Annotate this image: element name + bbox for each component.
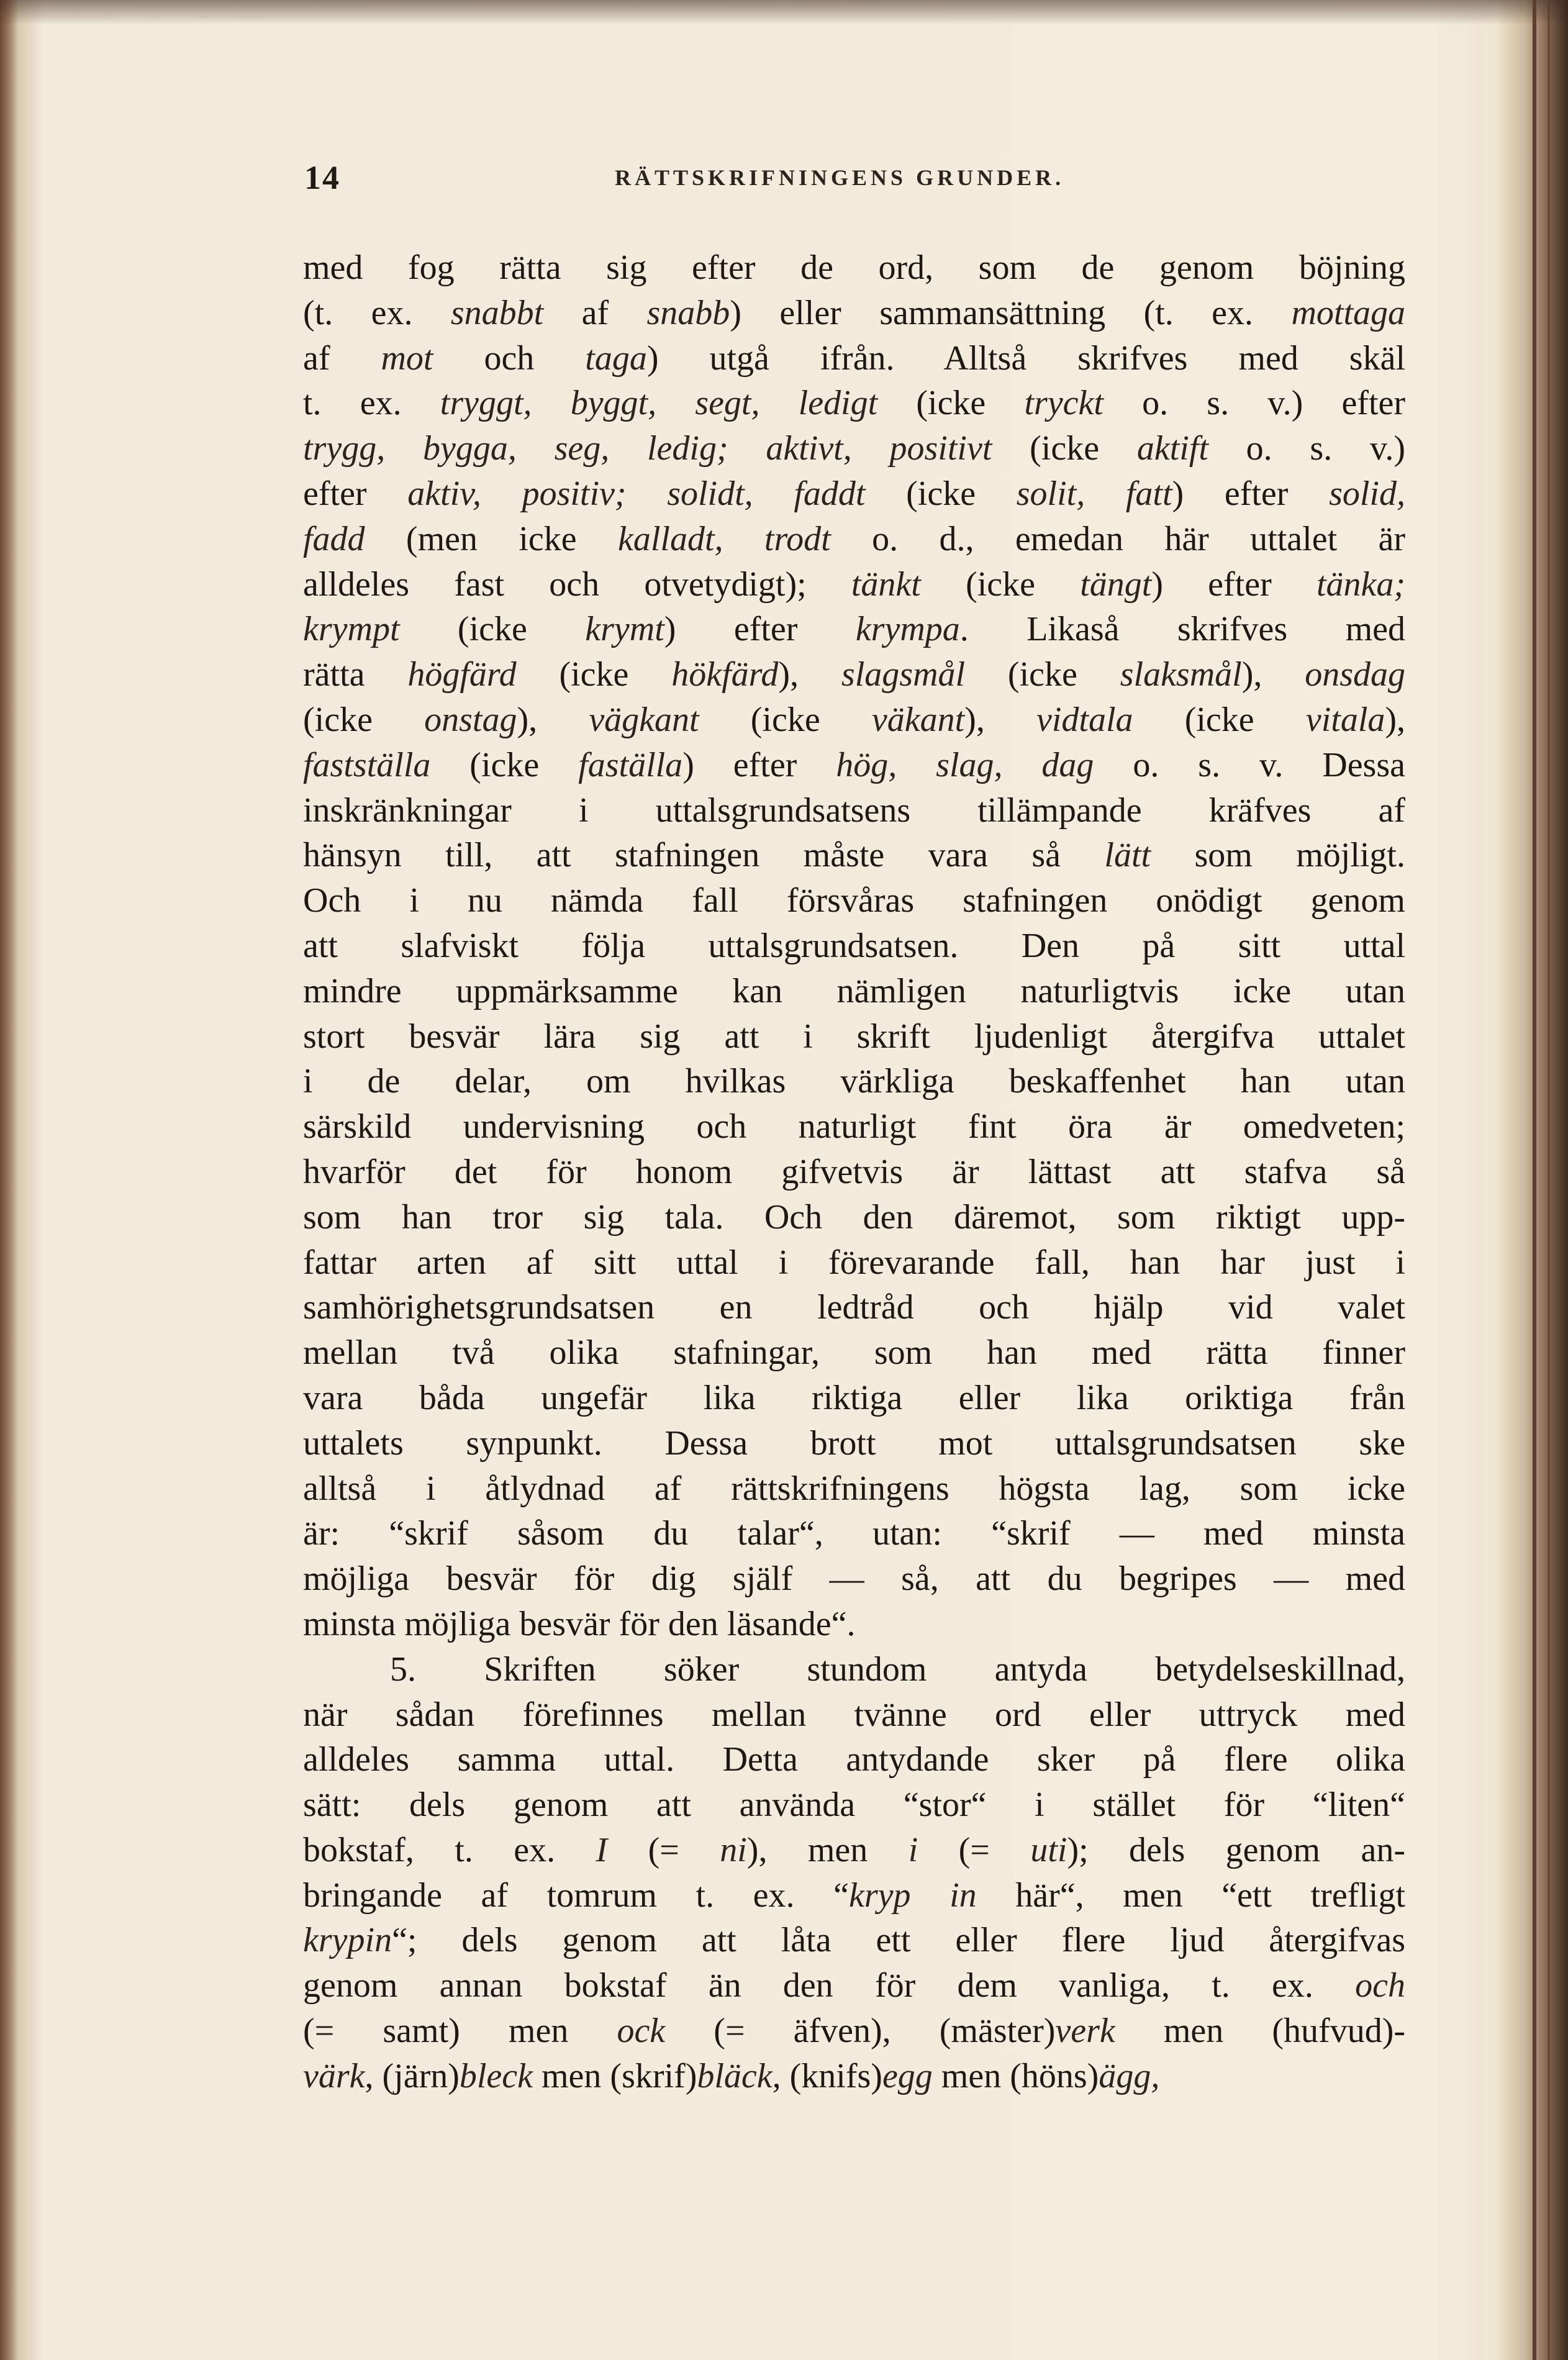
text-line bbox=[303, 1104, 1405, 1150]
text-run: ) efter bbox=[664, 610, 856, 649]
italic-word: ni bbox=[720, 1830, 747, 1869]
italic-word: onstag bbox=[424, 700, 517, 739]
text-line bbox=[303, 1602, 1405, 1647]
text-line bbox=[303, 426, 1405, 471]
text-run: här“, men “ett trefligt bbox=[976, 1876, 1405, 1915]
italic-word: slagsmål bbox=[841, 655, 966, 694]
italic-word: aktiv, positiv; solidt, faddt bbox=[407, 474, 866, 513]
text-line bbox=[303, 2008, 1405, 2054]
text-run: ) efter bbox=[682, 745, 836, 784]
text-run: rätta bbox=[303, 655, 408, 694]
text-run: hänsyn till, att stafningen måste vara så bbox=[303, 836, 1105, 875]
italic-word: vägkant bbox=[589, 700, 699, 739]
text-line bbox=[303, 471, 1405, 517]
text-run: mellan två olika stafningar, som han med rätta finner bbox=[303, 1333, 1405, 1373]
text-line bbox=[303, 743, 1405, 788]
text-run: mindre uppmärksamme kan nämligen naturligtvis icke utan bbox=[303, 971, 1405, 1010]
text-run: som han tror sig tala. Och den däremot, som riktigt upp- bbox=[303, 1197, 1405, 1237]
italic-word: slaksmål bbox=[1120, 655, 1242, 694]
italic-word: högfärd bbox=[407, 655, 517, 694]
text-run: när sådan förefinnes mellan tvänne ord eller uttryck med bbox=[303, 1695, 1405, 1734]
text-run: men (skrif) bbox=[533, 2056, 697, 2095]
italic-word: lätt bbox=[1104, 836, 1151, 875]
italic-word: aktift bbox=[1136, 429, 1208, 468]
italic-word: egg bbox=[882, 2056, 933, 2095]
italic-word: onsdag bbox=[1305, 655, 1405, 694]
text-run: efter bbox=[303, 474, 408, 513]
text-line bbox=[303, 788, 1405, 833]
italic-word: ock bbox=[617, 2012, 666, 2051]
text-line bbox=[303, 969, 1405, 1014]
text-run: (icke bbox=[399, 610, 586, 649]
text-run: uttalets synpunkt. Dessa brott mot uttalsgrundsatsen ske bbox=[303, 1423, 1405, 1463]
italic-word: mot bbox=[381, 338, 433, 378]
text-run: (t. ex. bbox=[303, 293, 451, 332]
text-line bbox=[303, 1737, 1405, 1782]
text-run: ) utgå ifrån. Alltså skrifves med skäl bbox=[646, 338, 1405, 378]
text-run: stort besvär lära sig att i skrift ljudenligt återgifva uttalet bbox=[303, 1017, 1405, 1056]
italic-word: trygg, bygga, seg, ledig; aktivt, positivt bbox=[303, 429, 992, 468]
italic-word: vidtala bbox=[1036, 700, 1133, 739]
text-line bbox=[303, 697, 1405, 743]
italic-word: snabb bbox=[646, 293, 730, 332]
text-run: , (knifs) bbox=[772, 2056, 882, 2095]
text-run: alltså i åtlydnad af rättskrifningens högsta lag, som icke bbox=[303, 1469, 1405, 1508]
text-run: alldeles fast och otvetydigt); bbox=[303, 565, 851, 604]
text-line bbox=[303, 1240, 1405, 1286]
text-run: men (hufvud)- bbox=[1115, 2012, 1405, 2051]
text-line bbox=[303, 1918, 1405, 1963]
text-line bbox=[303, 1376, 1405, 1421]
page-edge-shadow bbox=[1548, 0, 1550, 2360]
text-line bbox=[303, 1285, 1405, 1330]
text-run: (icke bbox=[1133, 700, 1306, 739]
italic-word: kalladt, trodt bbox=[618, 519, 831, 558]
italic-word: vitala bbox=[1305, 700, 1385, 739]
italic-word: krypin bbox=[303, 1921, 392, 1960]
text-run: sätt: dels genom att använda “stor“ i stället för “liten“ bbox=[303, 1786, 1405, 1825]
text-run: (= bbox=[607, 1830, 720, 1869]
text-line bbox=[303, 2054, 1405, 2099]
text-run: hvarför det för honom gifvetvis är lättast att stafva så bbox=[303, 1152, 1405, 1191]
text-run: t. ex. bbox=[303, 384, 440, 423]
italic-word: krympt bbox=[303, 610, 400, 649]
italic-word: kryp in bbox=[848, 1876, 977, 1915]
text-run: ) eller sammansättning (t. ex. bbox=[730, 293, 1292, 332]
text-line bbox=[303, 381, 1405, 426]
text-run: genom annan bokstaf än den för dem vanliga, t. ex. bbox=[303, 1966, 1356, 2005]
italic-word: mottaga bbox=[1291, 293, 1405, 332]
italic-word: hökfärd bbox=[671, 655, 779, 694]
text-run: (icke bbox=[965, 655, 1120, 694]
italic-word: tängt bbox=[1080, 565, 1152, 604]
text-run: att slafviskt följa uttalsgrundsatsen. Den på sitt uttal bbox=[303, 926, 1405, 965]
text-run: minsta möjliga besvär för den läsande“. bbox=[303, 1604, 856, 1643]
text-run: o. s. v.) bbox=[1208, 429, 1405, 468]
text-run: med fog rätta sig efter de ord, som de genom böjning bbox=[303, 248, 1405, 287]
text-run: Och i nu nämda fall försvåras stafningen onödigt genom bbox=[303, 881, 1405, 920]
text-run: (icke bbox=[992, 429, 1137, 468]
text-run: fattar arten af sitt uttal i förevarande fall, han har just i bbox=[303, 1243, 1405, 1282]
text-run: (icke bbox=[430, 745, 579, 784]
italic-word: krymt bbox=[585, 610, 664, 649]
text-line bbox=[303, 924, 1405, 969]
text-line bbox=[303, 652, 1405, 697]
text-line bbox=[303, 1466, 1405, 1512]
text-line bbox=[303, 1692, 1405, 1738]
text-run: ), bbox=[1385, 700, 1405, 739]
text-run: , (järn) bbox=[365, 2056, 460, 2095]
text-run: (icke bbox=[303, 700, 425, 739]
text-line bbox=[303, 1828, 1405, 1873]
text-run: “; dels genom att låta ett eller flere ljud återgifvas bbox=[392, 1921, 1405, 1960]
page-edge-shadow bbox=[1533, 0, 1536, 2360]
text-line bbox=[303, 1963, 1405, 2008]
italic-word: i bbox=[908, 1830, 918, 1869]
text-run: o. d., emedan här uttalet är bbox=[830, 519, 1405, 558]
italic-word: bläck bbox=[697, 2056, 773, 2095]
text-run: af bbox=[543, 293, 647, 332]
text-run: men (höns) bbox=[932, 2056, 1099, 2095]
italic-word: värk bbox=[303, 2056, 365, 2095]
italic-word: tänkt bbox=[851, 565, 921, 604]
text-run: och bbox=[433, 338, 586, 378]
text-run: (icke bbox=[865, 474, 1017, 513]
italic-word: tryckt bbox=[1024, 384, 1103, 423]
italic-word: faställa bbox=[578, 745, 683, 784]
text-run: ), bbox=[778, 655, 841, 694]
text-line bbox=[303, 1014, 1405, 1060]
text-run: o. s. v.) efter bbox=[1103, 384, 1405, 423]
text-run: (men icke bbox=[365, 519, 618, 558]
text-line bbox=[303, 562, 1405, 607]
italic-word: uti bbox=[1030, 1830, 1067, 1869]
text-line bbox=[303, 833, 1405, 878]
italic-word: ägg, bbox=[1099, 2056, 1160, 2095]
text-line bbox=[303, 607, 1405, 652]
text-line bbox=[303, 1150, 1405, 1195]
italic-word: och bbox=[1355, 1966, 1405, 2005]
italic-word: krympa bbox=[855, 610, 960, 649]
text-run: . Likaså skrifves med bbox=[959, 610, 1405, 649]
italic-word: fastställa bbox=[303, 745, 431, 784]
text-line bbox=[303, 245, 1405, 291]
italic-word: väkant bbox=[871, 700, 965, 739]
text-run: (icke bbox=[877, 384, 1025, 423]
text-run: af bbox=[303, 338, 381, 378]
text-run: o. s. v. Dessa bbox=[1094, 745, 1405, 784]
text-run: (icke bbox=[516, 655, 672, 694]
text-line bbox=[303, 878, 1405, 924]
text-run: ), men bbox=[746, 1830, 909, 1869]
italic-word: snabbt bbox=[450, 293, 544, 332]
text-run: (= samt) men bbox=[303, 2012, 617, 2051]
italic-word: solid, bbox=[1329, 474, 1405, 513]
body-text bbox=[303, 245, 1405, 2099]
italic-word: taga bbox=[585, 338, 647, 378]
text-line bbox=[303, 1059, 1405, 1104]
text-line bbox=[303, 1873, 1405, 1918]
text-run: inskränkningar i uttalsgrundsatsens tillämpande kräfves af bbox=[303, 791, 1405, 830]
text-run: alldeles samma uttal. Detta antydande sker på flere olika bbox=[303, 1740, 1405, 1779]
text-line bbox=[303, 1195, 1405, 1240]
text-run: ) efter bbox=[1172, 474, 1330, 513]
text-run: som möjligt. bbox=[1151, 836, 1405, 875]
text-run: ); dels genom an- bbox=[1067, 1830, 1405, 1869]
text-run: vara båda ungefär lika riktiga eller lika oriktiga från bbox=[303, 1378, 1405, 1417]
italic-word: I bbox=[596, 1830, 608, 1869]
italic-word: fadd bbox=[303, 519, 365, 558]
text-line bbox=[303, 1782, 1405, 1828]
text-run: är: “skrif såsom du talar“, utan: “skrif — med minsta bbox=[303, 1514, 1405, 1553]
running-title: RÄTTSKRIFNINGENS GRUNDER. bbox=[615, 165, 1065, 190]
text-run: ) efter bbox=[1151, 565, 1316, 604]
italic-word: tänka; bbox=[1316, 565, 1405, 604]
text-line bbox=[303, 1647, 1405, 1692]
text-run: (icke bbox=[699, 700, 872, 739]
italic-word: tryggt, byggt, segt, ledigt bbox=[440, 384, 878, 423]
text-run: ), bbox=[964, 700, 1037, 739]
text-line bbox=[303, 1330, 1405, 1376]
italic-word: hög, slag, dag bbox=[836, 745, 1094, 784]
text-run: (= äfven), (mäster) bbox=[665, 2012, 1056, 2051]
text-run: 5. Skriften söker stundom antyda betydelseskillnad, bbox=[390, 1650, 1405, 1689]
text-line bbox=[303, 1421, 1405, 1466]
text-line bbox=[303, 336, 1405, 381]
text-run: i de delar, om hvilkas värkliga beskaffenhet han utan bbox=[303, 1062, 1405, 1101]
text-run: (= bbox=[918, 1830, 1031, 1869]
italic-word: solit, fatt bbox=[1016, 474, 1172, 513]
text-run: bringande af tomrum t. ex. “ bbox=[303, 1876, 849, 1915]
text-run: ), bbox=[517, 700, 589, 739]
text-line bbox=[303, 1556, 1405, 1602]
text-run: särskild undervisning och naturligt fint öra är omedveten; bbox=[303, 1107, 1405, 1146]
page-number: 14 bbox=[304, 159, 340, 196]
text-run: möjliga besvär för dig själf — så, att du begripes — med bbox=[303, 1559, 1405, 1599]
text-run: samhörighetsgrundsatsen en ledtråd och hjälp vid valet bbox=[303, 1288, 1405, 1327]
text-line bbox=[303, 517, 1405, 562]
italic-word: verk bbox=[1055, 2012, 1115, 2051]
italic-word: bleck bbox=[459, 2056, 533, 2095]
text-run: bokstaf, t. ex. bbox=[303, 1830, 596, 1869]
text-line bbox=[303, 1511, 1405, 1556]
text-line bbox=[303, 291, 1405, 336]
running-head bbox=[304, 158, 1397, 202]
text-run: ), bbox=[1241, 655, 1305, 694]
text-run: (icke bbox=[920, 565, 1081, 604]
